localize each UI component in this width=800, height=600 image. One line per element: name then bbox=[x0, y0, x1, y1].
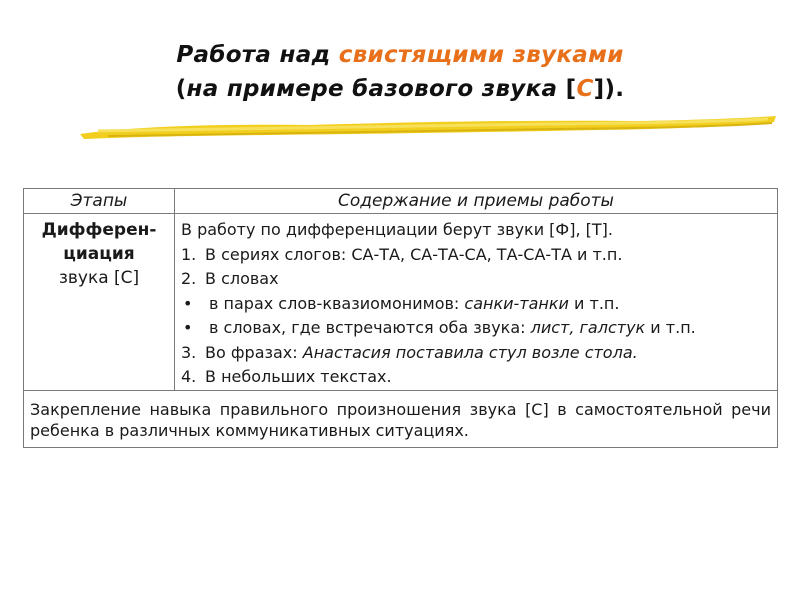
bullet-example: санки-танки bbox=[464, 293, 569, 313]
bullet-icon: • bbox=[183, 318, 193, 337]
title-close-paren: ). bbox=[604, 76, 625, 102]
title-subtitle-text: на примере базового звука bbox=[186, 76, 566, 102]
table-row bbox=[24, 214, 778, 391]
title-open-paren: ( bbox=[175, 76, 187, 102]
list-item bbox=[181, 341, 771, 366]
list-item-text: Во фразах: bbox=[205, 342, 303, 362]
list-item-text: В словах bbox=[205, 269, 279, 288]
header-stages: Этапы bbox=[24, 189, 175, 214]
table-row bbox=[24, 390, 778, 447]
bullet-item bbox=[181, 316, 771, 341]
title-sound-close-bracket: ] bbox=[593, 76, 605, 102]
list-item bbox=[181, 243, 771, 268]
slide-title bbox=[0, 38, 800, 106]
list-number: 2. bbox=[181, 269, 197, 288]
stage-name-cell bbox=[24, 214, 175, 391]
bullet-tail: и т.п. bbox=[645, 318, 696, 337]
bullet-text: в словах, где встречаются оба звука: bbox=[209, 318, 531, 337]
title-line-1 bbox=[0, 38, 800, 72]
list-number: 4. bbox=[181, 367, 197, 386]
stage-name-line-3: звука [С] bbox=[58, 268, 140, 288]
list-number: 1. bbox=[181, 244, 197, 264]
bullet-item bbox=[181, 292, 771, 317]
list-item-text: В сериях слогов: СА-ТА, СА-ТА-СА, ТА-СА-ТА и т.п. bbox=[205, 244, 623, 264]
bullet-tail: и т.п. bbox=[568, 293, 620, 313]
title-sound-open-bracket: [ bbox=[565, 76, 577, 102]
title-line-2 bbox=[0, 72, 800, 106]
stage-name-line-2: циация bbox=[63, 244, 135, 264]
content-intro: В работу по дифференциации берут звуки [Ф], [Т]. bbox=[181, 220, 613, 239]
stage-content-cell bbox=[175, 214, 778, 391]
title-sound-letter: С bbox=[576, 76, 594, 102]
list-item bbox=[181, 267, 771, 292]
stages-table bbox=[23, 188, 778, 448]
bullet-icon: • bbox=[183, 293, 193, 313]
list-number: 3. bbox=[181, 342, 197, 362]
header-content: Содержание и приемы работы bbox=[175, 189, 778, 214]
bullet-example: лист, галстук bbox=[530, 318, 646, 337]
list-item-example: Анастасия поставила стул возле стола. bbox=[302, 342, 638, 362]
table-header-row bbox=[24, 189, 778, 214]
title-plain-text: Работа над bbox=[176, 42, 339, 68]
stage-name-line-1: Дифферен- bbox=[41, 220, 157, 240]
bullet-text: в парах слов-квазиомонимов: bbox=[209, 293, 465, 313]
title-accent-text: свистящими звуками bbox=[338, 42, 624, 68]
yellow-brush-stroke-decoration bbox=[78, 112, 778, 142]
list-item-text: В небольших текстах. bbox=[205, 367, 392, 386]
consolidation-cell: Закрепление навыка правильного произношения звука [С] в самостоятельной речи ребенка в различных коммуникативных ситуациях. bbox=[24, 390, 778, 447]
list-item bbox=[181, 365, 771, 390]
